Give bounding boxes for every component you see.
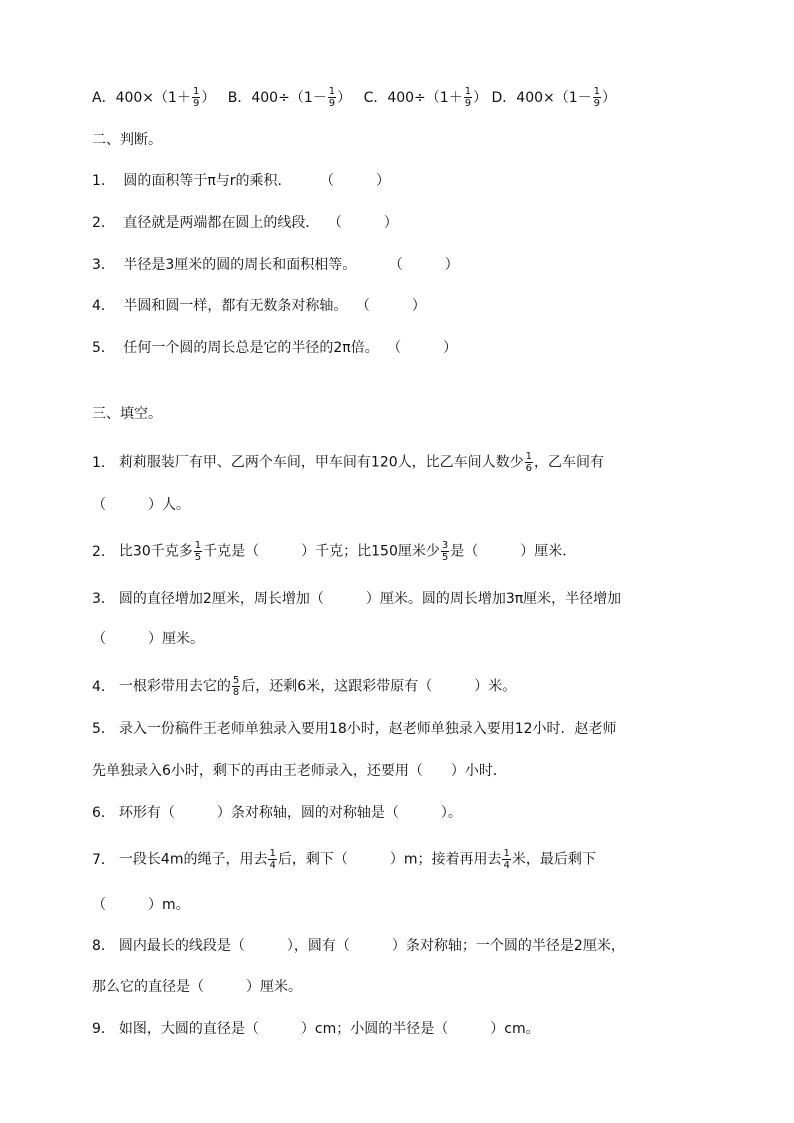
- answer-blank[interactable]: （ ）: [320, 173, 391, 189]
- fraction: $\frac{1}{6}$: [525, 451, 533, 474]
- item-text: 千克是（ ）千克；比150厘米少: [203, 543, 440, 560]
- fraction: $\frac{5}{8}$: [232, 675, 240, 698]
- item-text: 比30千克多: [118, 543, 193, 560]
- fill-item-continued: （ ）m。: [92, 897, 190, 913]
- item-text: 半圆和圆一样，都有无数条对称轴。: [123, 298, 348, 314]
- item-text: 圆的直径增加2厘米，周长增加（ ）厘米。圆的周长增加3π厘米，半径增加: [118, 591, 622, 607]
- fill-item: [92, 1019, 540, 1039]
- item-text: 半径是3厘米的圆的周长和面积相等。: [123, 257, 357, 273]
- item-number: 9．: [92, 1021, 115, 1037]
- fraction: $\frac{1}{9}$: [328, 86, 336, 109]
- judge-item: [92, 171, 390, 191]
- item-text: 米，最后剩下: [511, 851, 596, 868]
- fill-item: [92, 719, 617, 739]
- judge-item: [92, 213, 398, 233]
- fill-item-continued: （ ）厘米。: [92, 631, 204, 647]
- item-number: 1．: [92, 454, 115, 471]
- option-b: B．400÷（1－ $\frac{1}{9}$ ）: [227, 86, 352, 109]
- fill-item: [92, 540, 576, 563]
- item-text: 圆内最长的线段是（ ），圆有（ ）条对称轴；一个圆的半径是2厘米，: [118, 938, 625, 954]
- item-text: 环形有（ ）条对称轴，圆的对称轴是（ ）。: [118, 805, 462, 821]
- section-title: 二、判断。: [92, 132, 162, 148]
- options-line: [92, 86, 616, 109]
- option-d: D．400×（1－ $\frac{1}{9}$ ）: [491, 86, 617, 109]
- fraction: $\frac{3}{5}$: [441, 540, 449, 563]
- fill-item-continued: （ ）人。: [92, 497, 190, 513]
- fill-item: [92, 451, 604, 474]
- fill-item-continued: 那么它的直径是（ ）厘米。: [92, 979, 302, 995]
- item-number: 3．: [92, 591, 115, 607]
- fill-item-continued: 先单独录入6小时，剩下的再由王老师录入，还要用（ ）小时．: [92, 763, 507, 779]
- item-number: 5．: [92, 340, 115, 356]
- item-text: 后，剩下（ ）m；接着再用去: [277, 851, 502, 868]
- item-text: 录入一份稿件王老师单独录入要用18小时，赵老师单独录入要用12小时．赵老师: [118, 721, 617, 737]
- item-text: 一根彩带用去它的: [118, 678, 231, 695]
- fill-item: [92, 936, 625, 956]
- fill-item: [92, 589, 621, 609]
- option-a: A．400×（1＋ $\frac{1}{9}$ ）: [92, 86, 216, 109]
- fraction: $\frac{1}{9}$: [192, 86, 200, 109]
- fraction: $\frac{1}{4}$: [503, 848, 510, 871]
- item-text: ，乙车间有: [534, 454, 605, 471]
- judge-item: [92, 296, 426, 316]
- item-number: 5．: [92, 721, 115, 737]
- fraction: $\frac{1}{5}$: [194, 540, 202, 563]
- fraction: $\frac{1}{9}$: [464, 86, 472, 109]
- item-text: 莉莉服装厂有甲、乙两个车间，甲车间有120人，比乙车间人数少: [118, 454, 524, 471]
- item-text: 如图，大圆的直径是（ ）cm；小圆的半径是（ ）cm。: [118, 1021, 540, 1037]
- judge-item: [92, 255, 459, 275]
- fill-item: [92, 675, 516, 698]
- fill-item: [92, 803, 462, 823]
- item-text: 后，还剩6米，这跟彩带原有（ ）米。: [241, 678, 517, 695]
- item-number: 7．: [92, 851, 115, 868]
- item-number: 1．: [92, 173, 115, 189]
- item-number: 3．: [92, 257, 115, 273]
- item-number: 2．: [92, 543, 115, 560]
- fill-item: [92, 848, 596, 871]
- item-number: 4．: [92, 298, 115, 314]
- item-text: 任何一个圆的周长总是它的半径的2π倍。: [123, 340, 379, 356]
- item-text: 一段长4m的绳子，用去: [118, 851, 268, 868]
- answer-blank[interactable]: （ ）: [327, 215, 398, 231]
- answer-blank[interactable]: （ ）: [388, 257, 459, 273]
- item-text: 是（ ）厘米．: [450, 543, 577, 560]
- fraction: $\frac{1}{9}$: [593, 86, 601, 109]
- item-text: 直径就是两端都在圆上的线段．: [123, 215, 320, 231]
- section-title: 三、填空。: [92, 406, 162, 422]
- judge-item: [92, 338, 457, 358]
- item-number: 6．: [92, 805, 115, 821]
- item-number: 4．: [92, 678, 115, 695]
- answer-blank[interactable]: （ ）: [355, 298, 426, 314]
- item-number: 8．: [92, 938, 115, 954]
- option-c: C．400÷（1＋ $\frac{1}{9}$ ）: [363, 86, 488, 109]
- answer-blank[interactable]: （ ）: [387, 340, 458, 356]
- item-number: 2．: [92, 215, 115, 231]
- fraction: $\frac{1}{4}$: [269, 848, 276, 871]
- item-text: 圆的面积等于π与r的乘积．: [123, 173, 292, 189]
